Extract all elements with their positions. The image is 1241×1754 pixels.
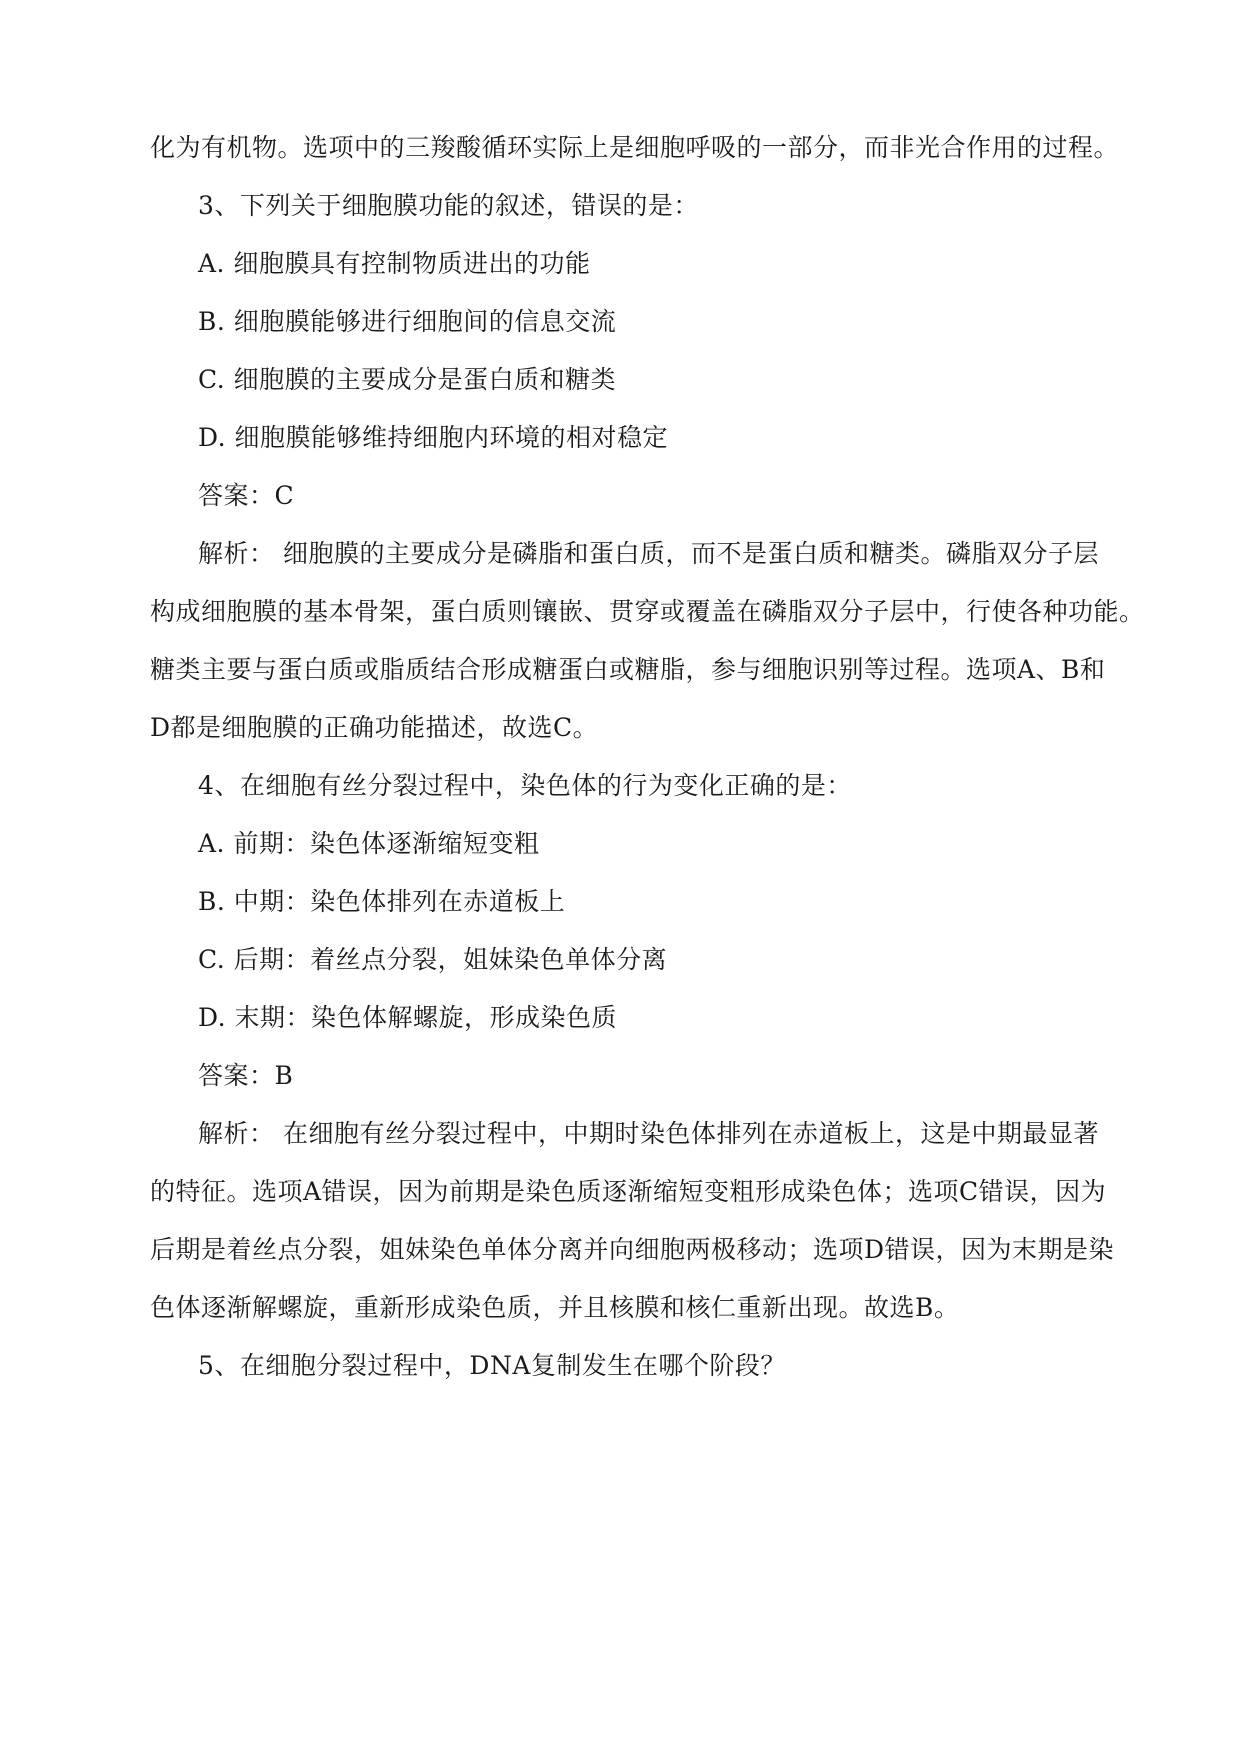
question-3: 3、下列关于细胞膜功能的叙述，错误的是：	[198, 191, 699, 220]
q3-analysis-line-3: 糖类主要与蛋白质或脂质结合形成糖蛋白或糖脂，参与细胞识别等过程。选项A、B和	[150, 655, 1106, 684]
q4-option-b: B. 中期：染色体排列在赤道板上	[198, 887, 566, 916]
q4-analysis-line-1: 解析： 在细胞有丝分裂过程中，中期时染色体排列在赤道板上，这是中期最显著	[198, 1119, 1099, 1148]
q4-analysis-line-3: 后期是着丝点分裂，姐妹染色单体分离并向细胞两极移动；选项D错误，因为末期是染	[150, 1235, 1115, 1264]
q3-option-a: A. 细胞膜具有控制物质进出的功能	[198, 249, 591, 278]
q3-option-d: D. 细胞膜能够维持细胞内环境的相对稳定	[198, 423, 669, 452]
q4-option-a: A. 前期：染色体逐渐缩短变粗	[198, 829, 540, 858]
q4-option-c: C. 后期：着丝点分裂，姐妹染色单体分离	[198, 945, 668, 974]
q3-answer: 答案：C	[198, 481, 295, 510]
q3-analysis-line-1: 解析： 细胞膜的主要成分是磷脂和蛋白质，而不是蛋白质和糖类。磷脂双分子层	[198, 539, 1099, 568]
q4-answer: 答案：B	[198, 1061, 294, 1090]
q4-option-d: D. 末期：染色体解螺旋，形成染色质	[198, 1003, 618, 1032]
question-4: 4、在细胞有丝分裂过程中，染色体的行为变化正确的是：	[198, 771, 852, 800]
q4-analysis-line-2: 的特征。选项A错误，因为前期是染色质逐渐缩短变粗形成染色体；选项C错误，因为	[150, 1177, 1107, 1206]
q4-analysis-line-4: 色体逐渐解螺旋，重新形成染色质，并且核膜和核仁重新出现。故选B。	[150, 1293, 960, 1322]
q3-option-c: C. 细胞膜的主要成分是蛋白质和糖类	[198, 365, 617, 394]
q3-analysis-line-2: 构成细胞膜的基本骨架，蛋白质则镶嵌、贯穿或覆盖在磷脂双分子层中，行使各种功能。	[150, 597, 1145, 626]
q3-analysis-line-4: D都是细胞膜的正确功能描述，故选C。	[150, 713, 599, 742]
paragraph-q2-tail: 化为有机物。选项中的三羧酸循环实际上是细胞呼吸的一部分，而非光合作用的过程。	[150, 133, 1120, 162]
q3-option-b: B. 细胞膜能够进行细胞间的信息交流	[198, 307, 617, 336]
question-5: 5、在细胞分裂过程中，DNA复制发生在哪个阶段？	[198, 1351, 786, 1380]
